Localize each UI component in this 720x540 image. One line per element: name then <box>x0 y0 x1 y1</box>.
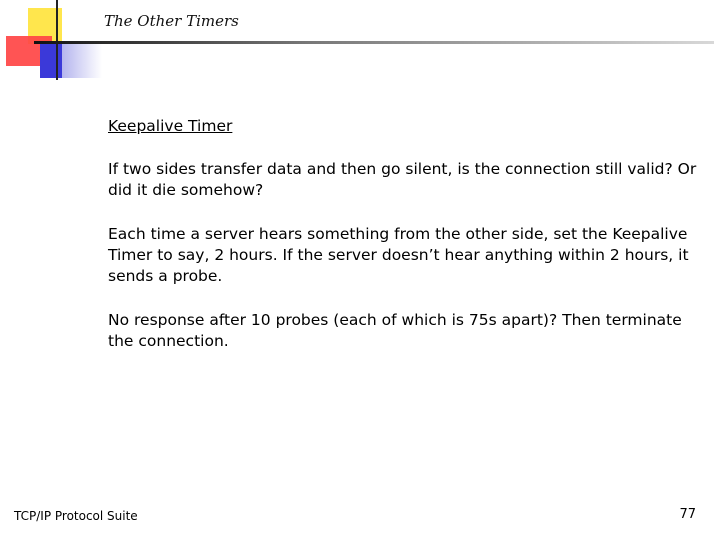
title-underline <box>34 41 714 44</box>
paragraph-silence: If two sides transfer data and then go silent, is the connection still valid? Or did it die somehow? <box>108 160 697 199</box>
decor-vertical-line <box>56 0 58 80</box>
slide-title: The Other Timers <box>104 12 239 30</box>
paragraph-probes: No response after 10 probes (each of which is 75s apart)? Then terminate the connection. <box>108 311 682 350</box>
section-heading: Keepalive Timer <box>108 117 233 135</box>
decor-fade-square <box>62 44 102 78</box>
footer-suite-label: TCP/IP Protocol Suite <box>14 509 138 523</box>
slide-body <box>108 117 698 375</box>
page-number: 77 <box>679 507 696 522</box>
paragraph-keepalive: Each time a server hears something from the other side, set the Keepalive Timer to say, 2 hours. If the server doesn’t hear anything within 2 hours, it sends a probe. <box>108 225 689 285</box>
